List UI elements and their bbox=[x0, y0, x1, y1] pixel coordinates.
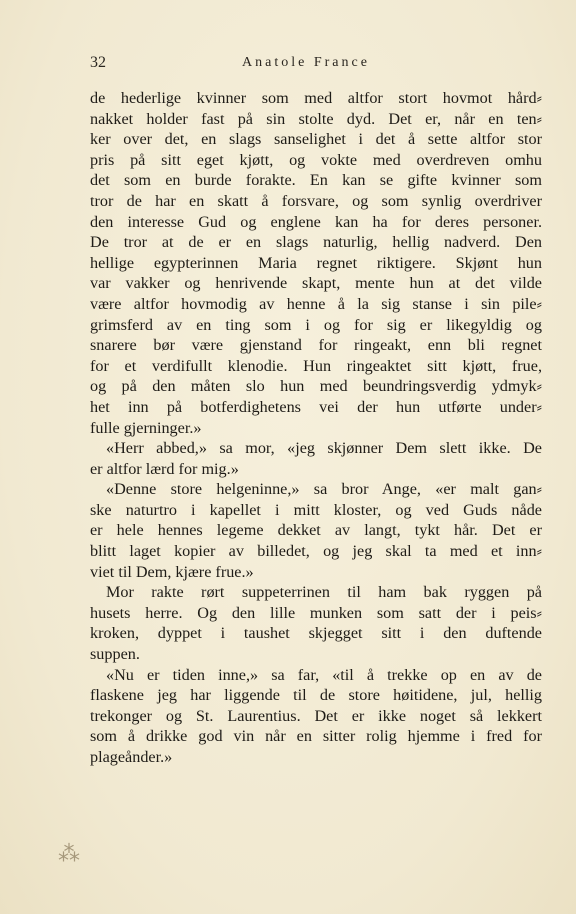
running-head: Anatole France bbox=[242, 55, 370, 70]
text-line: viet til Dem, kjære frue.» bbox=[90, 562, 254, 581]
text-line: det som en burde forakte. En kan se gifte kvinner som bbox=[90, 171, 542, 190]
body-text bbox=[90, 88, 542, 768]
text-line: suppen. bbox=[90, 645, 140, 664]
text-line: husets herre. Og den lille munken som satt der i peis⸗ bbox=[90, 603, 542, 622]
text-line: pris på sitt eget kjøtt, og vokte med overdreven omhu bbox=[90, 150, 542, 169]
text-line: og på den måten slo hun med beundringsverdig ydmyk⸗ bbox=[90, 377, 542, 396]
page-header bbox=[90, 54, 542, 74]
text-line: trekonger og St. Laurentius. Det er ikke noget så lekkert bbox=[90, 706, 542, 725]
text-line: snarere bør være gjenstand for ringeakt, enn bli regnet bbox=[90, 336, 542, 355]
text-line: De tror at de er en slags naturlig, hellig nadverd. Den bbox=[90, 233, 542, 252]
text-line: blitt laget kopier av billedet, og jeg skal ta med et inn⸗ bbox=[90, 542, 542, 561]
text-line: den interesse Gud og englene kan ha for deres personer. bbox=[90, 212, 542, 231]
text-line: plageånder.» bbox=[90, 748, 173, 766]
text-line: tror de har en skatt å forsvare, og som synlig overdriver bbox=[90, 191, 542, 210]
text-line: de hederlige kvinner som med altfor stort hovmot hård⸗ bbox=[90, 89, 542, 107]
text-line: kroken, dyppet i taushet skjegget sitt i den duftende bbox=[90, 624, 542, 643]
text-line: nakket holder fast på sin stolte dyd. Det er, når en ten⸗ bbox=[90, 109, 542, 128]
text-line: «Denne store helgeninne,» sa bror Ange, «er malt gan⸗ bbox=[106, 480, 542, 499]
text-line: «Herr abbed,» sa mor, «jeg skjønner Dem slett ikke. De bbox=[106, 439, 542, 458]
text-line: for et verdifullt klenodie. Hun ringeaktet sitt kjøtt, frue, bbox=[90, 356, 542, 375]
text-line: ker over det, en slags sanselighet i det å sette altfor stor bbox=[90, 130, 542, 149]
ink-smudge-icon: ⁂ bbox=[58, 842, 80, 867]
text-line: er altfor lærd for mig.» bbox=[90, 459, 239, 478]
text-line: som å drikke god vin når en sitter rolig hjemme i fred for bbox=[90, 727, 542, 746]
text-line: Mor rakte rørt suppeterrinen til ham bak ryggen på bbox=[106, 583, 542, 602]
text-line: er hele hennes legeme dekket av langt, tykt hår. Det er bbox=[90, 521, 542, 540]
text-line: het inn på botferdighetens vei der hun utførte under⸗ bbox=[90, 397, 542, 416]
text-line: flaskene jeg har liggende til de store høitidene, jul, hellig bbox=[90, 686, 542, 705]
text-line: «Nu er tiden inne,» sa far, «til å trekke op en av de bbox=[106, 665, 542, 684]
text-line: fulle gjerninger.» bbox=[90, 418, 202, 437]
page-number: 32 bbox=[90, 54, 106, 71]
text-line: ske naturtro i kapellet i mitt kloster, og ved Guds nåde bbox=[90, 500, 542, 519]
text-line: var vakker og henrivende skapt, mente hun at det vilde bbox=[90, 274, 542, 293]
text-line: hellige egypterinnen Maria regnet riktigere. Skjønt hun bbox=[90, 253, 542, 272]
text-line: være altfor hovmodig av henne å la sig stanse i sin pile⸗ bbox=[90, 294, 542, 313]
text-line: grimsferd av en ting som i og for sig er likegyldig og bbox=[90, 315, 542, 334]
